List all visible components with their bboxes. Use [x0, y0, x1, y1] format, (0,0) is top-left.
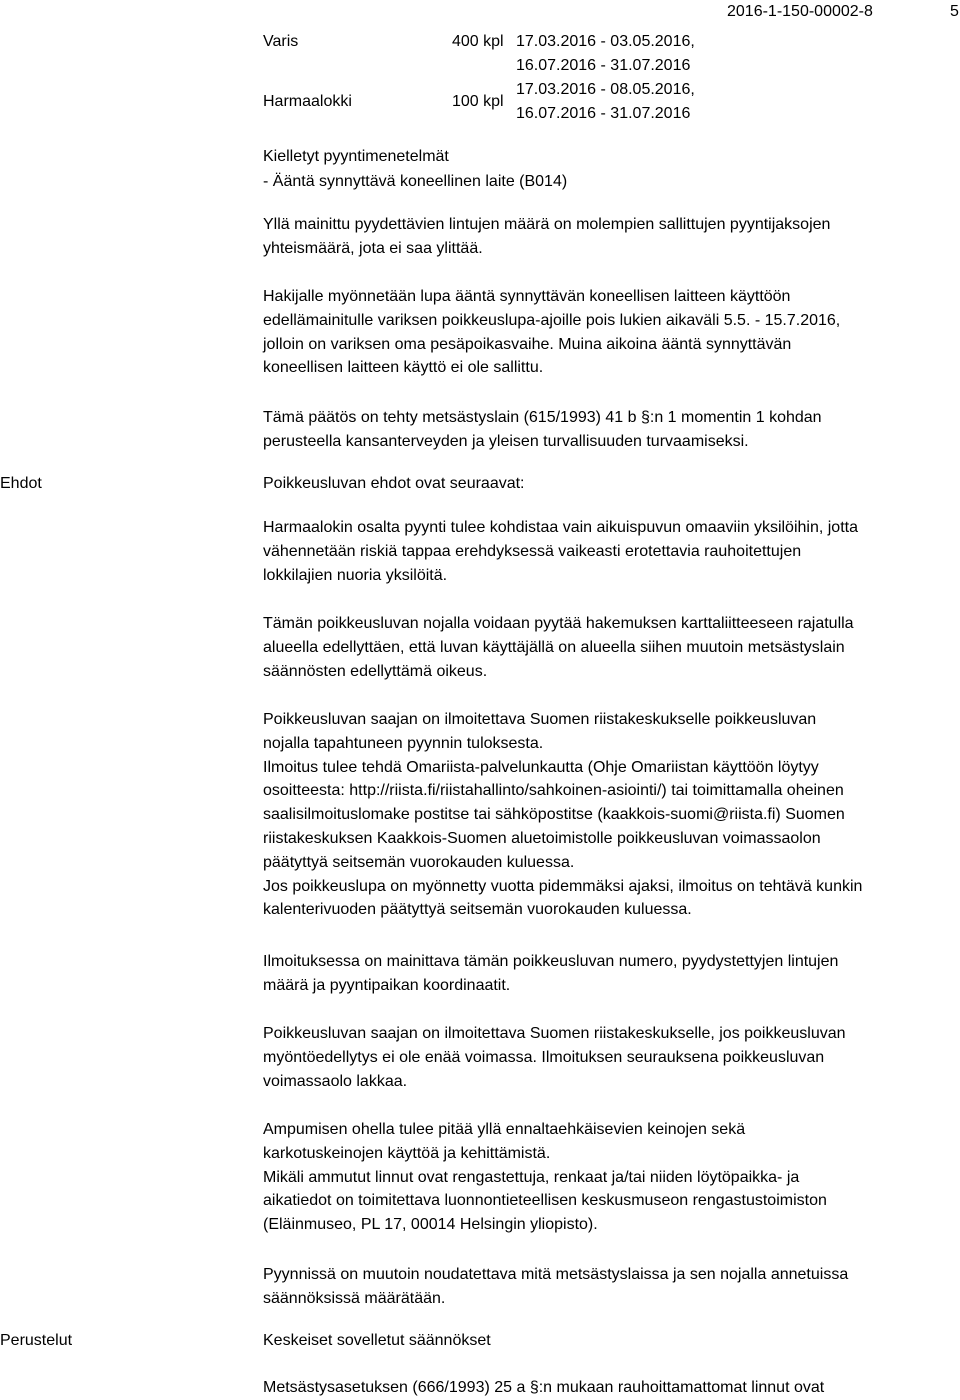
quota-period: 16.07.2016 - 31.07.2016: [516, 105, 691, 122]
perustelut-text: Metsästysasetuksen (666/1993) 25 a §:n mukaan rauhoittamattomat linnut ovat: [263, 1379, 825, 1396]
sound-device-paragraph: Hakijalle myönnetään lupa ääntä synnyttävän koneellisen laitteen käyttöön edellämainitulle variksen poikkeuslupa-ajoille pois lukien aikaväli 5.5. - 15.7.2016, jolloin on variksen oma pesäpoikasvaihe. Muina aikoina ääntä synnyttävän koneellisen laitteen käyttö ei ole sallittu.: [263, 288, 841, 377]
quota-count: 400 kpl: [452, 33, 504, 50]
quota-period: 17.03.2016 - 03.05.2016,: [516, 33, 695, 50]
legal-basis-paragraph: Tämä päätös on tehty metsästyslain (615/1993) 41 b §:n 1 momentin 1 kohdan perusteella kansanterveyden ja yleisen turvallisuuden turvaamiseksi.: [263, 409, 822, 450]
condition-paragraph: Poikkeusluvan saajan on ilmoitettava Suomen riistakeskukselle poikkeusluvan nojalla tapahtuneen pyynnin tuloksesta. Ilmoitus tulee tehdä Omariista-palvelunkautta (Ohje Omariistan käyttöön löytyy osoitteesta: http://riista.fi/riistahallinto/sahkoinen-asiointi/) tai toimittamalla oheinen saalisilmoituslomake postitse tai sähköpostitse (kaakkois-suomi@riista.fi) Suomen riistakeskuksen Kaakkois-Suomen aluetoimistolle poikkeusluvan voimassaolon päätyttyä seitsemän vuorokauden kuluessa. Jos poikkeuslupa on myönnetty vuotta pidemmäksi ajaksi, ilmoitus on tehtävä kunkin kalenterivuoden päätyttyä seitsemän vuorokauden kuluessa.: [263, 711, 863, 919]
quota-period: 16.07.2016 - 31.07.2016: [516, 57, 691, 74]
conditions-intro: Poikkeusluvan ehdot ovat seuraavat:: [263, 475, 525, 492]
document-number: 2016-1-150-00002-8: [727, 3, 873, 20]
condition-paragraph: Harmaalokin osalta pyynti tulee kohdistaa vain aikuispuvun omaaviin yksilöihin, jotta vähennetään riskiä tappaa erehdyksessä vaikeasti erotettavia rauhoitettujen lokkilajien nuoria yksilöitä.: [263, 519, 858, 584]
condition-paragraph: Ampumisen ohella tulee pitää yllä ennaltaehkäisevien keinojen sekä karkotuskeinojen käyttöä ja kehittämistä. Mikäli ammutut linnut ovat rengastettuja, renkaat ja/tai niiden löytöpaikka- ja aikatiedot on toimitettava luonnontieteellisen keskusmuseon rengastustoimiston (Eläinmuseo, PL 17, 00014 Helsingin yliopisto).: [263, 1121, 827, 1234]
quota-period: 17.03.2016 - 08.05.2016,: [516, 81, 695, 98]
condition-paragraph: Poikkeusluvan saajan on ilmoitettava Suomen riistakeskukselle, jos poikkeusluvan myöntöedellytys ei ole enää voimassa. Ilmoituksen seurauksena poikkeusluvan voimassaolo lakkaa.: [263, 1025, 846, 1090]
methods-item: - Ääntä synnyttävä koneellinen laite (B014): [263, 173, 568, 190]
ehdot-label: Ehdot: [0, 475, 42, 492]
condition-paragraph: Ilmoituksessa on mainittava tämän poikkeusluvan numero, pyydystettyjen lintujen määrä ja pyyntipaikan koordinaatit.: [263, 953, 839, 994]
condition-paragraph: Tämän poikkeusluvan nojalla voidaan pyytää hakemuksen karttaliitteeseen rajatulla alueella edellyttäen, että luvan käyttäjällä on alueella siihen muutoin metsästyslain säännösten edellyttämä oikeus.: [263, 615, 854, 680]
methods-heading: Kielletyt pyyntimenetelmät: [263, 148, 449, 165]
perustelut-label: Perustelut: [0, 1332, 73, 1349]
perustelut-heading: Keskeiset sovelletut säännökset: [263, 1332, 491, 1349]
quota-note-paragraph: Yllä mainittu pyydettävien lintujen määrä on molempien sallittujen pyyntijaksojen yhteismäärä, jota ei saa ylittää.: [263, 216, 831, 257]
species-name: Harmaalokki: [263, 93, 352, 110]
quota-count: 100 kpl: [452, 93, 504, 110]
condition-paragraph: Pyynnissä on muutoin noudatettava mitä metsästyslaissa ja sen nojalla annetuissa säännöksissä määrätään.: [263, 1266, 849, 1307]
species-name: Varis: [263, 33, 299, 50]
page-number: 5: [950, 3, 959, 20]
